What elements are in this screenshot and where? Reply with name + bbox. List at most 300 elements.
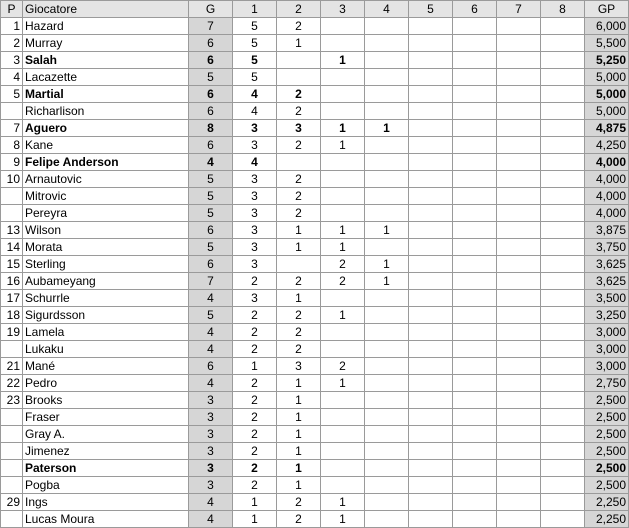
count-cell-2[interactable]: 2 (277, 341, 321, 358)
gp-cell[interactable]: 5,250 (585, 52, 629, 69)
player-name-cell[interactable]: Lacazette (23, 69, 189, 86)
count-cell-5[interactable] (409, 290, 453, 307)
count-cell-3[interactable] (321, 154, 365, 171)
count-cell-2[interactable]: 1 (277, 392, 321, 409)
table-row[interactable] (1, 205, 629, 222)
count-cell-1[interactable]: 3 (233, 120, 277, 137)
table-row[interactable] (1, 69, 629, 86)
count-cell-4[interactable]: 1 (365, 120, 409, 137)
position-cell[interactable]: 1 (1, 18, 23, 35)
count-cell-5[interactable] (409, 52, 453, 69)
count-cell-8[interactable] (541, 324, 585, 341)
count-cell-2[interactable]: 1 (277, 222, 321, 239)
count-cell-8[interactable] (541, 69, 585, 86)
position-cell[interactable]: 3 (1, 52, 23, 69)
table-row[interactable] (1, 154, 629, 171)
count-cell-8[interactable] (541, 205, 585, 222)
player-name-cell[interactable]: Brooks (23, 392, 189, 409)
count-cell-2[interactable]: 2 (277, 171, 321, 188)
games-cell[interactable]: 3 (189, 460, 233, 477)
count-cell-8[interactable] (541, 52, 585, 69)
position-cell[interactable]: 5 (1, 86, 23, 103)
count-cell-6[interactable] (453, 222, 497, 239)
count-cell-2[interactable]: 1 (277, 35, 321, 52)
games-cell[interactable]: 3 (189, 426, 233, 443)
count-cell-1[interactable]: 5 (233, 35, 277, 52)
count-cell-6[interactable] (453, 120, 497, 137)
count-cell-4[interactable] (365, 426, 409, 443)
count-cell-7[interactable] (497, 18, 541, 35)
count-cell-4[interactable] (365, 137, 409, 154)
gp-cell[interactable]: 5,000 (585, 69, 629, 86)
gp-cell[interactable]: 3,875 (585, 222, 629, 239)
gp-cell[interactable]: 5,500 (585, 35, 629, 52)
count-cell-1[interactable]: 5 (233, 69, 277, 86)
gp-cell[interactable]: 2,500 (585, 392, 629, 409)
count-cell-6[interactable] (453, 409, 497, 426)
header-g[interactable]: G (189, 1, 233, 18)
position-cell[interactable]: 14 (1, 239, 23, 256)
player-name-cell[interactable]: Mané (23, 358, 189, 375)
count-cell-2[interactable]: 2 (277, 86, 321, 103)
gp-cell[interactable]: 2,750 (585, 375, 629, 392)
header-4[interactable]: 4 (365, 1, 409, 18)
player-name-cell[interactable]: Pogba (23, 477, 189, 494)
player-name-cell[interactable]: Gray A. (23, 426, 189, 443)
player-name-cell[interactable]: Paterson (23, 460, 189, 477)
player-name-cell[interactable]: Sigurdsson (23, 307, 189, 324)
games-cell[interactable]: 8 (189, 120, 233, 137)
count-cell-8[interactable] (541, 494, 585, 511)
count-cell-2[interactable]: 2 (277, 511, 321, 528)
count-cell-7[interactable] (497, 307, 541, 324)
count-cell-4[interactable] (365, 324, 409, 341)
table-row[interactable] (1, 171, 629, 188)
gp-cell[interactable]: 2,500 (585, 409, 629, 426)
gp-cell[interactable]: 4,000 (585, 188, 629, 205)
table-row[interactable] (1, 120, 629, 137)
count-cell-6[interactable] (453, 307, 497, 324)
count-cell-6[interactable] (453, 324, 497, 341)
player-name-cell[interactable]: Richarlison (23, 103, 189, 120)
count-cell-8[interactable] (541, 120, 585, 137)
count-cell-4[interactable] (365, 52, 409, 69)
position-cell[interactable] (1, 409, 23, 426)
position-cell[interactable] (1, 103, 23, 120)
count-cell-3[interactable] (321, 477, 365, 494)
count-cell-2[interactable]: 2 (277, 273, 321, 290)
player-name-cell[interactable]: Mitrovic (23, 188, 189, 205)
gp-cell[interactable]: 2,500 (585, 477, 629, 494)
count-cell-8[interactable] (541, 460, 585, 477)
count-cell-6[interactable] (453, 460, 497, 477)
count-cell-8[interactable] (541, 358, 585, 375)
count-cell-2[interactable]: 1 (277, 375, 321, 392)
player-name-cell[interactable]: Hazard (23, 18, 189, 35)
count-cell-4[interactable] (365, 239, 409, 256)
position-cell[interactable] (1, 188, 23, 205)
count-cell-1[interactable]: 5 (233, 52, 277, 69)
count-cell-8[interactable] (541, 35, 585, 52)
count-cell-4[interactable] (365, 460, 409, 477)
count-cell-3[interactable]: 2 (321, 273, 365, 290)
count-cell-5[interactable] (409, 494, 453, 511)
count-cell-7[interactable] (497, 375, 541, 392)
table-row[interactable] (1, 426, 629, 443)
count-cell-6[interactable] (453, 86, 497, 103)
table-row[interactable] (1, 86, 629, 103)
header-7[interactable]: 7 (497, 1, 541, 18)
player-name-cell[interactable]: Lukaku (23, 341, 189, 358)
count-cell-5[interactable] (409, 205, 453, 222)
count-cell-4[interactable]: 1 (365, 256, 409, 273)
position-cell[interactable] (1, 460, 23, 477)
table-row[interactable] (1, 375, 629, 392)
count-cell-4[interactable] (365, 358, 409, 375)
header-5[interactable]: 5 (409, 1, 453, 18)
count-cell-1[interactable]: 2 (233, 324, 277, 341)
position-cell[interactable]: 16 (1, 273, 23, 290)
games-cell[interactable]: 6 (189, 358, 233, 375)
count-cell-6[interactable] (453, 443, 497, 460)
count-cell-5[interactable] (409, 307, 453, 324)
count-cell-3[interactable] (321, 324, 365, 341)
count-cell-1[interactable]: 2 (233, 409, 277, 426)
count-cell-3[interactable]: 1 (321, 494, 365, 511)
position-cell[interactable]: 4 (1, 69, 23, 86)
table-row[interactable] (1, 477, 629, 494)
gp-cell[interactable]: 2,500 (585, 443, 629, 460)
games-cell[interactable]: 3 (189, 392, 233, 409)
games-cell[interactable]: 3 (189, 409, 233, 426)
player-name-cell[interactable]: Lamela (23, 324, 189, 341)
count-cell-7[interactable] (497, 290, 541, 307)
count-cell-4[interactable] (365, 205, 409, 222)
count-cell-7[interactable] (497, 69, 541, 86)
count-cell-3[interactable] (321, 341, 365, 358)
count-cell-4[interactable] (365, 103, 409, 120)
count-cell-2[interactable]: 3 (277, 120, 321, 137)
count-cell-5[interactable] (409, 409, 453, 426)
count-cell-3[interactable] (321, 443, 365, 460)
count-cell-2[interactable]: 1 (277, 443, 321, 460)
count-cell-3[interactable] (321, 86, 365, 103)
count-cell-4[interactable] (365, 154, 409, 171)
count-cell-3[interactable] (321, 35, 365, 52)
gp-cell[interactable]: 3,000 (585, 358, 629, 375)
games-cell[interactable]: 6 (189, 137, 233, 154)
gp-cell[interactable]: 5,000 (585, 86, 629, 103)
count-cell-7[interactable] (497, 52, 541, 69)
games-cell[interactable]: 4 (189, 511, 233, 528)
gp-cell[interactable]: 3,625 (585, 256, 629, 273)
position-cell[interactable]: 8 (1, 137, 23, 154)
count-cell-5[interactable] (409, 443, 453, 460)
games-cell[interactable]: 5 (189, 171, 233, 188)
count-cell-5[interactable] (409, 154, 453, 171)
gp-cell[interactable]: 4,000 (585, 154, 629, 171)
count-cell-7[interactable] (497, 409, 541, 426)
count-cell-4[interactable] (365, 307, 409, 324)
count-cell-1[interactable]: 4 (233, 103, 277, 120)
player-name-cell[interactable]: Arnautovic (23, 171, 189, 188)
games-cell[interactable]: 6 (189, 35, 233, 52)
count-cell-4[interactable] (365, 511, 409, 528)
table-row[interactable] (1, 103, 629, 120)
count-cell-2[interactable] (277, 154, 321, 171)
count-cell-8[interactable] (541, 18, 585, 35)
player-name-cell[interactable]: Aguero (23, 120, 189, 137)
count-cell-7[interactable] (497, 358, 541, 375)
count-cell-7[interactable] (497, 341, 541, 358)
count-cell-5[interactable] (409, 222, 453, 239)
count-cell-1[interactable]: 3 (233, 205, 277, 222)
table-row[interactable] (1, 392, 629, 409)
gp-cell[interactable]: 2,250 (585, 494, 629, 511)
count-cell-7[interactable] (497, 35, 541, 52)
count-cell-3[interactable]: 1 (321, 137, 365, 154)
count-cell-4[interactable] (365, 494, 409, 511)
count-cell-8[interactable] (541, 273, 585, 290)
count-cell-3[interactable] (321, 171, 365, 188)
position-cell[interactable]: 13 (1, 222, 23, 239)
table-row[interactable] (1, 273, 629, 290)
player-name-cell[interactable]: Aubameyang (23, 273, 189, 290)
count-cell-3[interactable] (321, 426, 365, 443)
table-row[interactable] (1, 494, 629, 511)
player-name-cell[interactable]: Martial (23, 86, 189, 103)
count-cell-7[interactable] (497, 222, 541, 239)
count-cell-5[interactable] (409, 120, 453, 137)
count-cell-3[interactable]: 1 (321, 52, 365, 69)
table-row[interactable] (1, 511, 629, 528)
count-cell-2[interactable]: 1 (277, 426, 321, 443)
count-cell-3[interactable] (321, 460, 365, 477)
count-cell-8[interactable] (541, 392, 585, 409)
count-cell-7[interactable] (497, 256, 541, 273)
games-cell[interactable]: 5 (189, 239, 233, 256)
count-cell-5[interactable] (409, 324, 453, 341)
count-cell-2[interactable] (277, 256, 321, 273)
gp-cell[interactable]: 3,250 (585, 307, 629, 324)
count-cell-1[interactable]: 2 (233, 375, 277, 392)
count-cell-5[interactable] (409, 239, 453, 256)
count-cell-6[interactable] (453, 154, 497, 171)
player-name-cell[interactable]: Salah (23, 52, 189, 69)
table-row[interactable] (1, 35, 629, 52)
position-cell[interactable]: 18 (1, 307, 23, 324)
count-cell-4[interactable] (365, 18, 409, 35)
table-row[interactable] (1, 307, 629, 324)
count-cell-8[interactable] (541, 443, 585, 460)
count-cell-1[interactable]: 2 (233, 426, 277, 443)
count-cell-2[interactable]: 3 (277, 358, 321, 375)
count-cell-3[interactable] (321, 69, 365, 86)
position-cell[interactable]: 15 (1, 256, 23, 273)
count-cell-2[interactable]: 1 (277, 290, 321, 307)
count-cell-8[interactable] (541, 511, 585, 528)
table-row[interactable] (1, 222, 629, 239)
count-cell-4[interactable] (365, 69, 409, 86)
count-cell-8[interactable] (541, 154, 585, 171)
count-cell-2[interactable]: 1 (277, 239, 321, 256)
count-cell-2[interactable] (277, 69, 321, 86)
table-row[interactable] (1, 52, 629, 69)
count-cell-7[interactable] (497, 120, 541, 137)
games-cell[interactable]: 4 (189, 494, 233, 511)
count-cell-5[interactable] (409, 460, 453, 477)
count-cell-4[interactable]: 1 (365, 273, 409, 290)
count-cell-4[interactable] (365, 341, 409, 358)
count-cell-7[interactable] (497, 103, 541, 120)
position-cell[interactable]: 22 (1, 375, 23, 392)
position-cell[interactable]: 29 (1, 494, 23, 511)
gp-cell[interactable]: 3,000 (585, 341, 629, 358)
count-cell-4[interactable] (365, 171, 409, 188)
count-cell-3[interactable]: 1 (321, 307, 365, 324)
count-cell-6[interactable] (453, 205, 497, 222)
table-row[interactable] (1, 256, 629, 273)
count-cell-6[interactable] (453, 426, 497, 443)
position-cell[interactable]: 9 (1, 154, 23, 171)
header-2[interactable]: 2 (277, 1, 321, 18)
count-cell-5[interactable] (409, 86, 453, 103)
count-cell-2[interactable]: 2 (277, 205, 321, 222)
count-cell-8[interactable] (541, 307, 585, 324)
count-cell-7[interactable] (497, 137, 541, 154)
count-cell-5[interactable] (409, 256, 453, 273)
player-name-cell[interactable]: Fraser (23, 409, 189, 426)
count-cell-1[interactable]: 3 (233, 171, 277, 188)
header-3[interactable]: 3 (321, 1, 365, 18)
table-row[interactable] (1, 341, 629, 358)
count-cell-8[interactable] (541, 375, 585, 392)
position-cell[interactable]: 10 (1, 171, 23, 188)
count-cell-3[interactable] (321, 409, 365, 426)
games-cell[interactable]: 7 (189, 18, 233, 35)
count-cell-7[interactable] (497, 460, 541, 477)
position-cell[interactable] (1, 511, 23, 528)
count-cell-6[interactable] (453, 375, 497, 392)
count-cell-1[interactable]: 1 (233, 511, 277, 528)
count-cell-3[interactable]: 1 (321, 222, 365, 239)
count-cell-2[interactable]: 1 (277, 409, 321, 426)
count-cell-1[interactable]: 3 (233, 188, 277, 205)
gp-cell[interactable]: 4,875 (585, 120, 629, 137)
table-row[interactable] (1, 324, 629, 341)
count-cell-8[interactable] (541, 171, 585, 188)
count-cell-8[interactable] (541, 477, 585, 494)
count-cell-8[interactable] (541, 86, 585, 103)
count-cell-7[interactable] (497, 188, 541, 205)
count-cell-6[interactable] (453, 511, 497, 528)
header-giocatore[interactable]: Giocatore (23, 1, 189, 18)
count-cell-2[interactable] (277, 52, 321, 69)
count-cell-5[interactable] (409, 477, 453, 494)
count-cell-3[interactable] (321, 188, 365, 205)
player-name-cell[interactable]: Ings (23, 494, 189, 511)
count-cell-5[interactable] (409, 18, 453, 35)
count-cell-5[interactable] (409, 103, 453, 120)
count-cell-6[interactable] (453, 392, 497, 409)
player-name-cell[interactable]: Morata (23, 239, 189, 256)
count-cell-5[interactable] (409, 273, 453, 290)
count-cell-1[interactable]: 1 (233, 358, 277, 375)
count-cell-7[interactable] (497, 426, 541, 443)
count-cell-8[interactable] (541, 256, 585, 273)
count-cell-1[interactable]: 2 (233, 477, 277, 494)
count-cell-6[interactable] (453, 137, 497, 154)
count-cell-3[interactable]: 1 (321, 375, 365, 392)
count-cell-3[interactable] (321, 290, 365, 307)
count-cell-1[interactable]: 2 (233, 273, 277, 290)
player-name-cell[interactable]: Murray (23, 35, 189, 52)
games-cell[interactable]: 3 (189, 477, 233, 494)
count-cell-8[interactable] (541, 239, 585, 256)
count-cell-7[interactable] (497, 273, 541, 290)
count-cell-3[interactable] (321, 392, 365, 409)
count-cell-7[interactable] (497, 494, 541, 511)
gp-cell[interactable]: 2,500 (585, 426, 629, 443)
count-cell-7[interactable] (497, 86, 541, 103)
position-cell[interactable]: 2 (1, 35, 23, 52)
count-cell-4[interactable] (365, 375, 409, 392)
count-cell-3[interactable] (321, 205, 365, 222)
count-cell-1[interactable]: 3 (233, 239, 277, 256)
count-cell-4[interactable]: 1 (365, 222, 409, 239)
games-cell[interactable]: 7 (189, 273, 233, 290)
header-6[interactable]: 6 (453, 1, 497, 18)
position-cell[interactable]: 7 (1, 120, 23, 137)
count-cell-1[interactable]: 3 (233, 256, 277, 273)
count-cell-7[interactable] (497, 171, 541, 188)
count-cell-4[interactable] (365, 188, 409, 205)
gp-cell[interactable]: 3,750 (585, 239, 629, 256)
count-cell-8[interactable] (541, 290, 585, 307)
position-cell[interactable] (1, 443, 23, 460)
gp-cell[interactable]: 3,000 (585, 324, 629, 341)
table-row[interactable] (1, 188, 629, 205)
count-cell-1[interactable]: 3 (233, 290, 277, 307)
player-name-cell[interactable]: Lucas Moura (23, 511, 189, 528)
games-cell[interactable]: 5 (189, 69, 233, 86)
count-cell-3[interactable]: 1 (321, 511, 365, 528)
count-cell-5[interactable] (409, 511, 453, 528)
count-cell-5[interactable] (409, 358, 453, 375)
header-gp[interactable]: GP (585, 1, 629, 18)
count-cell-6[interactable] (453, 290, 497, 307)
count-cell-7[interactable] (497, 477, 541, 494)
table-row[interactable] (1, 409, 629, 426)
player-name-cell[interactable]: Felipe Anderson (23, 154, 189, 171)
count-cell-3[interactable]: 1 (321, 239, 365, 256)
table-row[interactable] (1, 443, 629, 460)
count-cell-1[interactable]: 3 (233, 137, 277, 154)
count-cell-6[interactable] (453, 188, 497, 205)
count-cell-1[interactable]: 4 (233, 86, 277, 103)
table-row[interactable] (1, 358, 629, 375)
table-row[interactable] (1, 460, 629, 477)
gp-cell[interactable]: 4,000 (585, 205, 629, 222)
count-cell-6[interactable] (453, 256, 497, 273)
player-name-cell[interactable]: Jimenez (23, 443, 189, 460)
header-p[interactable]: P (1, 1, 23, 18)
count-cell-2[interactable]: 2 (277, 324, 321, 341)
count-cell-7[interactable] (497, 443, 541, 460)
count-cell-4[interactable] (365, 409, 409, 426)
games-cell[interactable]: 6 (189, 103, 233, 120)
count-cell-6[interactable] (453, 358, 497, 375)
